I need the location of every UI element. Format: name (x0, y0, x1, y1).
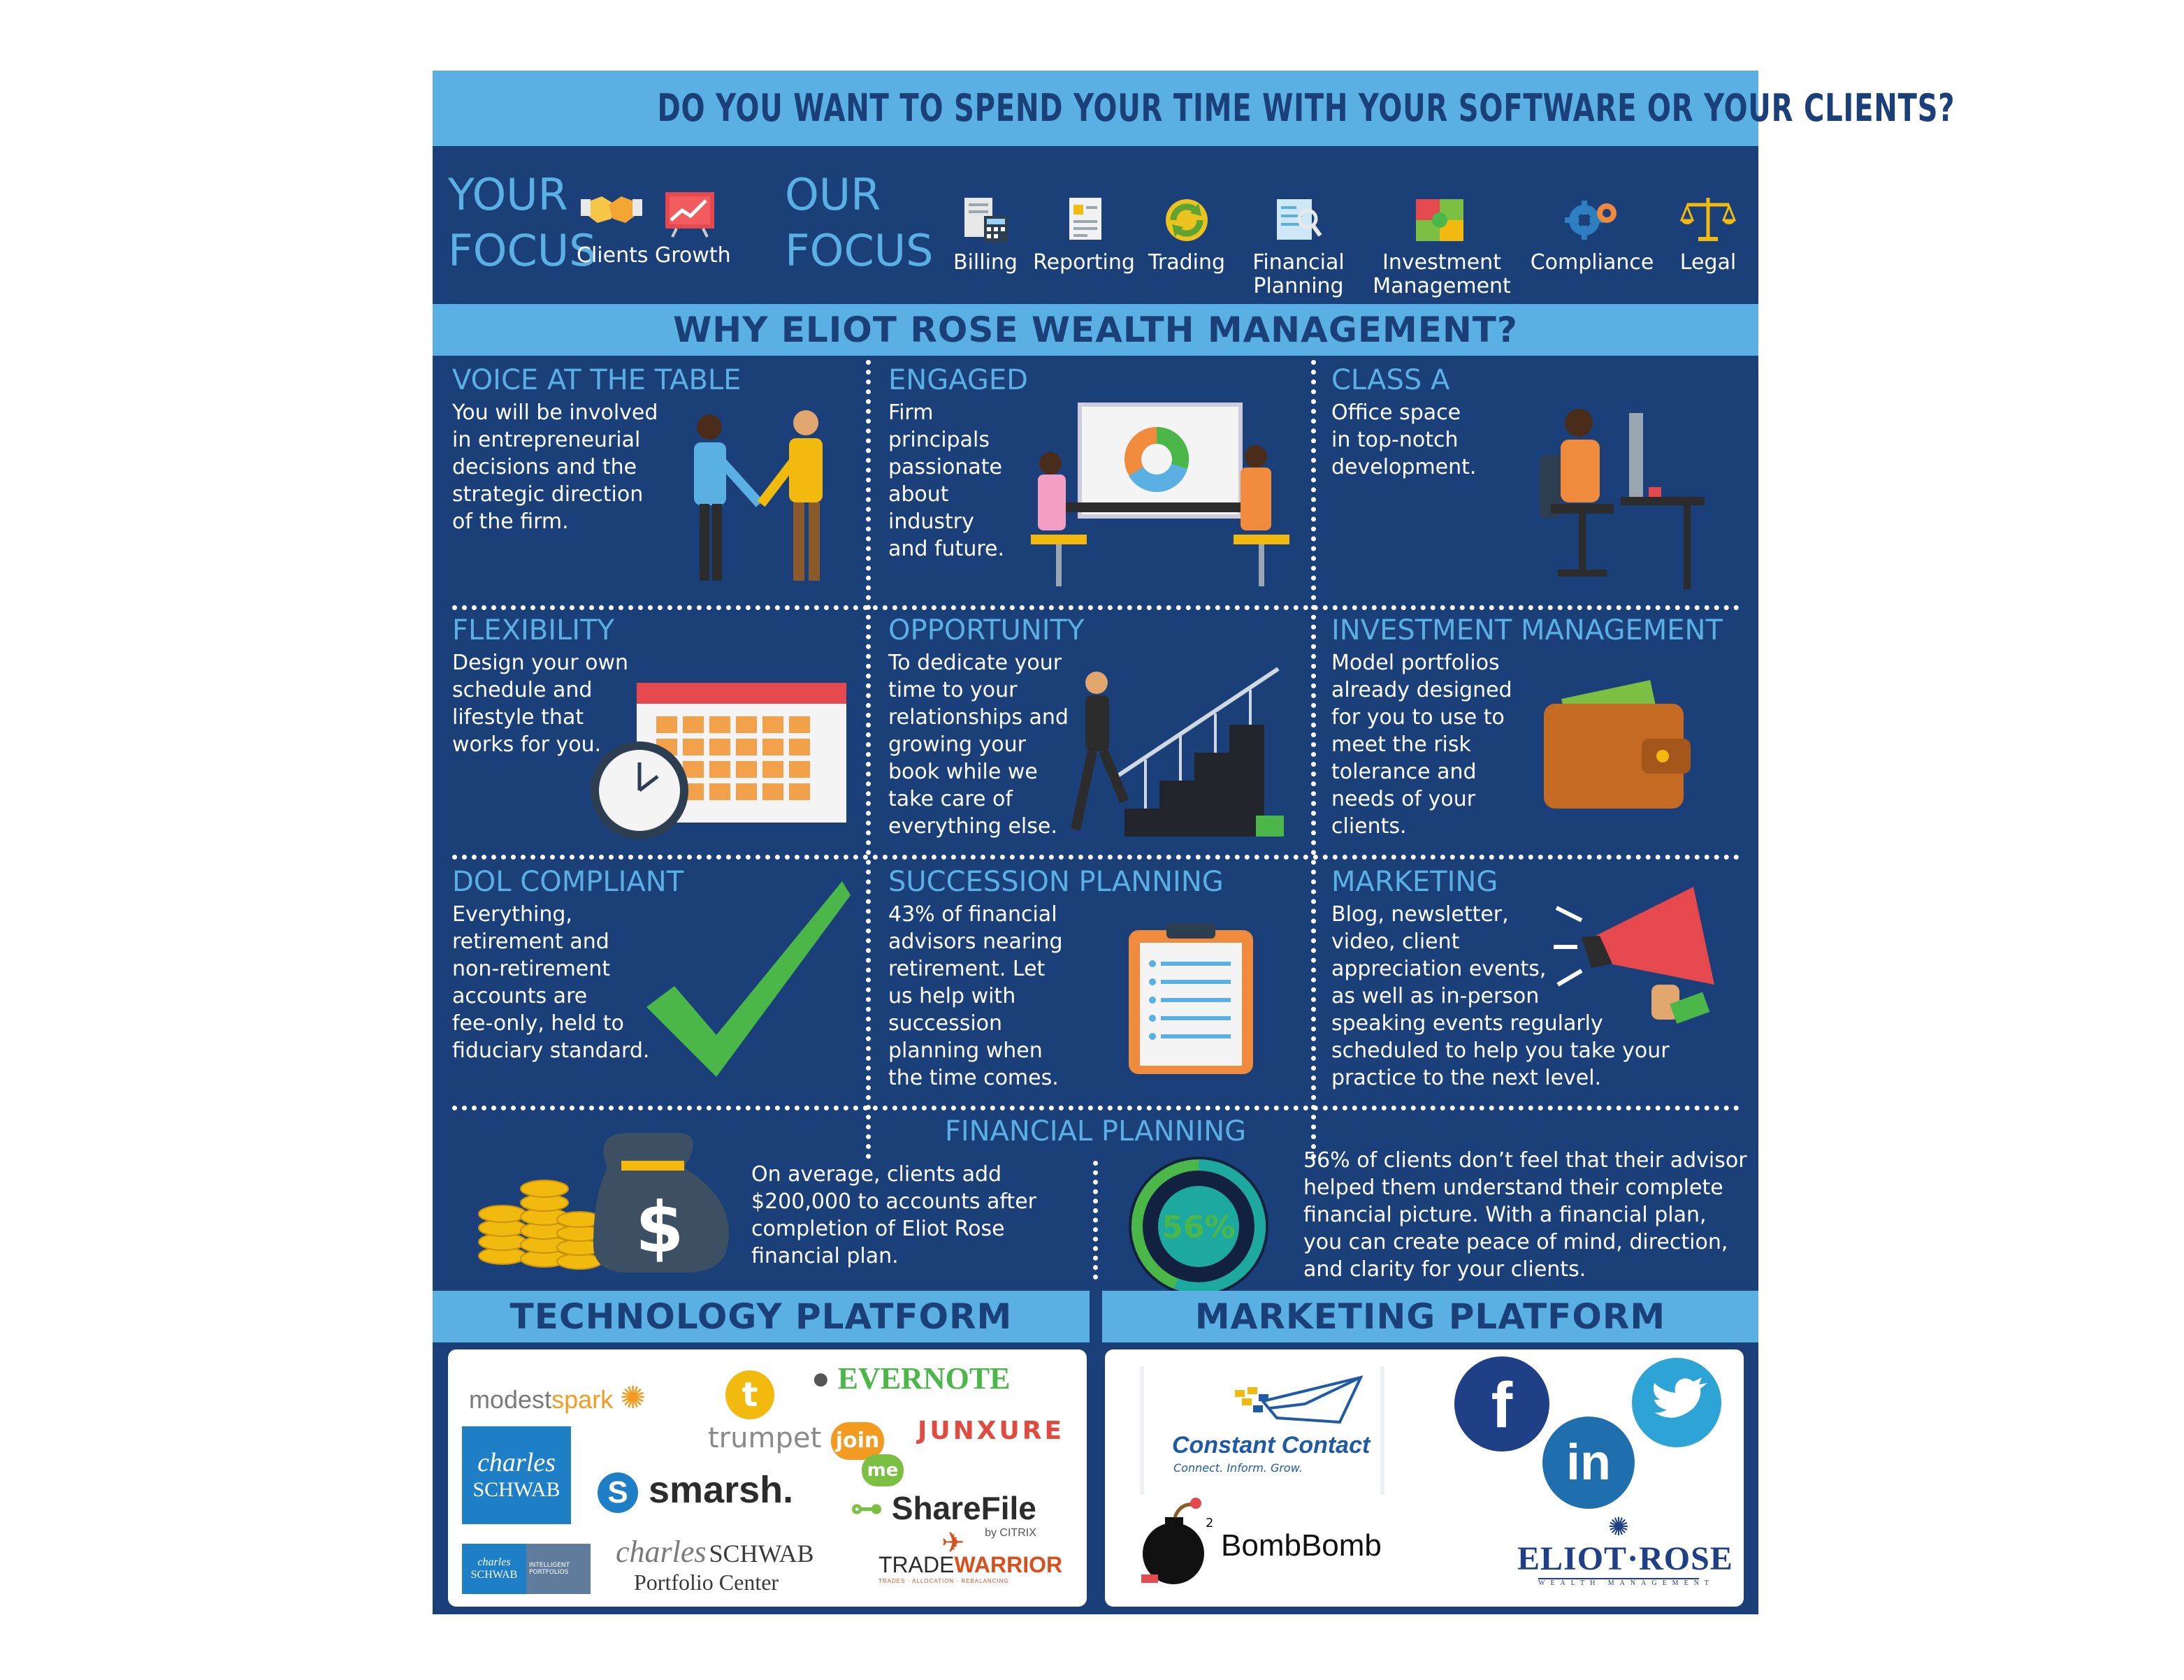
grid-divider-vertical-2 (1311, 360, 1316, 1159)
cell-body: Blog, newsletter, video, client appreciation events, as well as in-person speaking events regularly scheduled to help you take your practice to the next level. (1331, 902, 1670, 1090)
twitter-icon[interactable] (1632, 1358, 1721, 1447)
schwab-text-a: charles (477, 1448, 556, 1477)
modestspark-text-b: spark (551, 1385, 614, 1414)
constant-contact-tagline: Connect. Inform. Grow. (1173, 1461, 1303, 1475)
bombbomb-text: BombBomb (1221, 1528, 1382, 1563)
gears-icon (1562, 195, 1622, 244)
technology-platform-title: TECHNOLOGY PLATFORM (509, 1296, 1013, 1337)
cell-title: FLEXIBILITY (452, 614, 614, 646)
cell-title: DOL COMPLIANT (452, 866, 684, 898)
cell-body: Office space in top-notch development. (1331, 400, 1477, 479)
modestspark-text-a: modest (469, 1385, 552, 1414)
tradewarrior-tagline: TRADES · ALLOCATION · REBALANCING (878, 1578, 1009, 1584)
why-title: WHY ELIOT ROSE WEALTH MANAGEMENT? (673, 310, 1518, 350)
infographic (433, 71, 1955, 1614)
marketing-platform-band (1102, 1291, 1758, 1342)
linkedin-icon[interactable]: in (1542, 1417, 1635, 1509)
our-focus-heading (785, 167, 934, 279)
cell-title: VOICE AT THE TABLE (452, 364, 742, 396)
focus-label: Clients (577, 243, 649, 268)
scales-icon (1680, 195, 1736, 244)
portfolio-center-text-b: SCHWAB (709, 1540, 814, 1567)
constant-contact-text: Constant Contact (1172, 1432, 1371, 1458)
cell-body: You will be involved in entrepreneurial decisions and the strategic direction of the firm. (452, 400, 658, 534)
sharefile-nodes-icon: ⊶ (851, 1490, 883, 1526)
cell-body: Firm principals passionate about industry and future. (888, 400, 1004, 561)
focus-label: Growth (655, 243, 731, 268)
wallet-illustration (1537, 676, 1698, 816)
cell-body: 43% of financial advisors nearing retirement. Let us help with succession planning when the time comes. (888, 902, 1063, 1090)
financial-planning-title: FINANCIAL PLANNING (944, 1115, 1247, 1147)
your-focus-line1: YOUR (448, 169, 568, 220)
handshake-icon (581, 188, 642, 237)
focus-item-trading (1141, 195, 1232, 275)
title-band (433, 71, 1955, 146)
smarsh-text: smarsh. (649, 1469, 794, 1511)
svg-text:2: 2 (1206, 1516, 1214, 1530)
focus-item-growth (655, 188, 731, 268)
stairs-climber-illustration (1055, 655, 1306, 843)
technology-platform-band (433, 1291, 1090, 1342)
money-bag-coins-illustration (475, 1119, 740, 1280)
technology-logos-box (448, 1349, 1087, 1607)
financial-planning-left-text: On average, clients add $200,000 to accounts after completion of Eliot Rose financial plan. (751, 1162, 1036, 1268)
grid-divider-horizontal-2 (452, 855, 1740, 860)
cell-title: MARKETING (1331, 866, 1498, 898)
grid-divider-horizontal-1 (452, 605, 1740, 610)
elephant-icon: ● (811, 1361, 830, 1396)
planning-board-icon (1271, 195, 1326, 244)
eliot-rose-tagline: WEALTH MANAGEMENT (1538, 1579, 1715, 1587)
focus-label: Legal (1679, 250, 1737, 275)
focus-label: Billing (953, 250, 1018, 275)
cell-body: Design your own schedule and lifestyle that works for you. (452, 651, 629, 757)
grid-divider-horizontal-3 (452, 1106, 1740, 1110)
percentage-donut-chart (1122, 1150, 1275, 1303)
evernote-logo (811, 1361, 1011, 1396)
focus-item-legal (1663, 195, 1753, 275)
tradewarrior-text-b: WARRIOR (954, 1552, 1063, 1577)
focus-item-reporting (1028, 195, 1140, 275)
megaphone-illustration (1554, 880, 1728, 1041)
cell-title: SUCCESSION PLANNING (888, 866, 1224, 898)
calendar-clock-illustration (581, 665, 860, 846)
marketing-logos-box (1105, 1349, 1744, 1607)
fp-divider (1093, 1161, 1098, 1280)
cell-body: Everything, retirement and non-retirement accounts are fee-only, held to fiduciary standard. (452, 902, 650, 1063)
cell-body: Model portfolios already designed for you to use to meet the risk tolerance and needs of your clients. (1331, 651, 1512, 839)
meeting-presentation-illustration (1024, 398, 1303, 598)
why-band (433, 304, 1758, 356)
smarsh-logo (598, 1468, 793, 1513)
money-puzzle-icon (1412, 195, 1472, 244)
page-title: DO YOU WANT TO SPEND YOUR TIME WITH YOUR SOFTWARE OR YOUR CLIENTS? (657, 86, 1955, 130)
focus-item-billing (940, 195, 1031, 275)
bomb-icon (1140, 1496, 1214, 1587)
focus-item-investment-management (1365, 195, 1519, 298)
marketing-platform-title: MARKETING PLATFORM (1194, 1296, 1666, 1337)
schwab-small-a-block (462, 1544, 526, 1594)
focus-label: Financial Planning (1252, 250, 1345, 298)
tradewarrior-icon: ✈ (941, 1528, 965, 1558)
financial-planning-right-text: 56% of clients don’t feel that their advisor helped them understand their complete financial picture. With a financial plan, you can create peace of mind, direction, and clarity for your clients. (1303, 1148, 1747, 1282)
growth-chart-icon (663, 188, 717, 237)
constant-contact-logo (1140, 1366, 1384, 1495)
twitter-bird-glyph (1632, 1358, 1721, 1447)
compass-rose-icon: ✺ (1607, 1513, 1630, 1541)
focus-item-compliance (1526, 195, 1658, 275)
envelope-icon (1228, 1373, 1368, 1429)
focus-item-financial-planning (1239, 195, 1358, 298)
cell-title: CLASS A (1331, 364, 1450, 396)
our-focus-line1: OUR (785, 169, 881, 220)
checkmark-icon (646, 874, 856, 1084)
your-focus-line2: FOCUS (448, 225, 597, 276)
cell-body: To dedicate your time to your relationships and growing your book while we take care of everything else. (888, 651, 1069, 839)
schwab-small-c: INTELLIGENT PORTFOLIOS (526, 1544, 591, 1594)
dollar-sign-icon: $ (635, 1187, 684, 1268)
schwab-small-b: SCHWAB (470, 1569, 518, 1581)
trading-arrows-icon (1159, 195, 1214, 244)
schwab-small-a: charles (477, 1556, 511, 1568)
report-icon (1060, 195, 1108, 244)
eliot-rose-logo (1517, 1513, 1733, 1587)
cell-title: ENGAGED (888, 364, 1028, 396)
office-desk-illustration (1530, 399, 1719, 595)
portfolio-center-text-c: Portfolio Center (634, 1570, 779, 1595)
bombbomb-logo (1140, 1496, 1382, 1590)
focus-label: Compliance (1530, 250, 1654, 275)
schwab-intelligent-portfolios-logo (462, 1544, 591, 1594)
focus-item-clients (577, 188, 649, 268)
calculator-icon (959, 195, 1012, 244)
joinme-logo (831, 1422, 899, 1485)
sunburst-icon: ✺ (620, 1381, 646, 1415)
trumpet-text: trumpet (708, 1422, 822, 1454)
schwab-portfolio-center-logo (616, 1534, 814, 1595)
sharefile-by-citrix: by CITRIX (985, 1527, 1036, 1539)
joinme-text-a: join (831, 1422, 884, 1460)
tradewarrior-text-a: TRADE (878, 1552, 955, 1577)
trumpet-logo (708, 1370, 822, 1454)
donut-label: 56% (1162, 1210, 1236, 1245)
your-focus-heading (448, 167, 597, 279)
sharefile-text: ShareFile (891, 1490, 1036, 1526)
focus-label: Trading (1148, 250, 1226, 275)
trumpet-badge-icon: t (725, 1370, 774, 1419)
portfolio-center-text-a: charles (616, 1535, 707, 1569)
joinme-text-b: me (862, 1454, 904, 1486)
modestspark-logo (469, 1380, 646, 1416)
focus-label: Reporting (1033, 250, 1135, 275)
charles-schwab-logo (462, 1426, 571, 1524)
clipboard-illustration (1124, 922, 1257, 1076)
cell-title: INVESTMENT MANAGEMENT (1331, 614, 1723, 646)
cell-title: OPPORTUNITY (888, 614, 1085, 646)
facebook-icon[interactable]: f (1454, 1356, 1549, 1451)
focus-label: Investment Management (1373, 250, 1511, 298)
our-focus-line2: FOCUS (785, 225, 934, 276)
evernote-text: EVERNOTE (837, 1361, 1011, 1396)
handshake-people-illustration (669, 399, 858, 595)
grid-divider-vertical-1 (866, 360, 871, 1159)
eliot-rose-text: ELIOT·ROSE (1517, 1540, 1733, 1577)
schwab-text-b: SCHWAB (472, 1478, 561, 1501)
junxure-logo: JUNXURE (918, 1417, 1065, 1445)
smarsh-swirl-icon: S (598, 1472, 638, 1513)
